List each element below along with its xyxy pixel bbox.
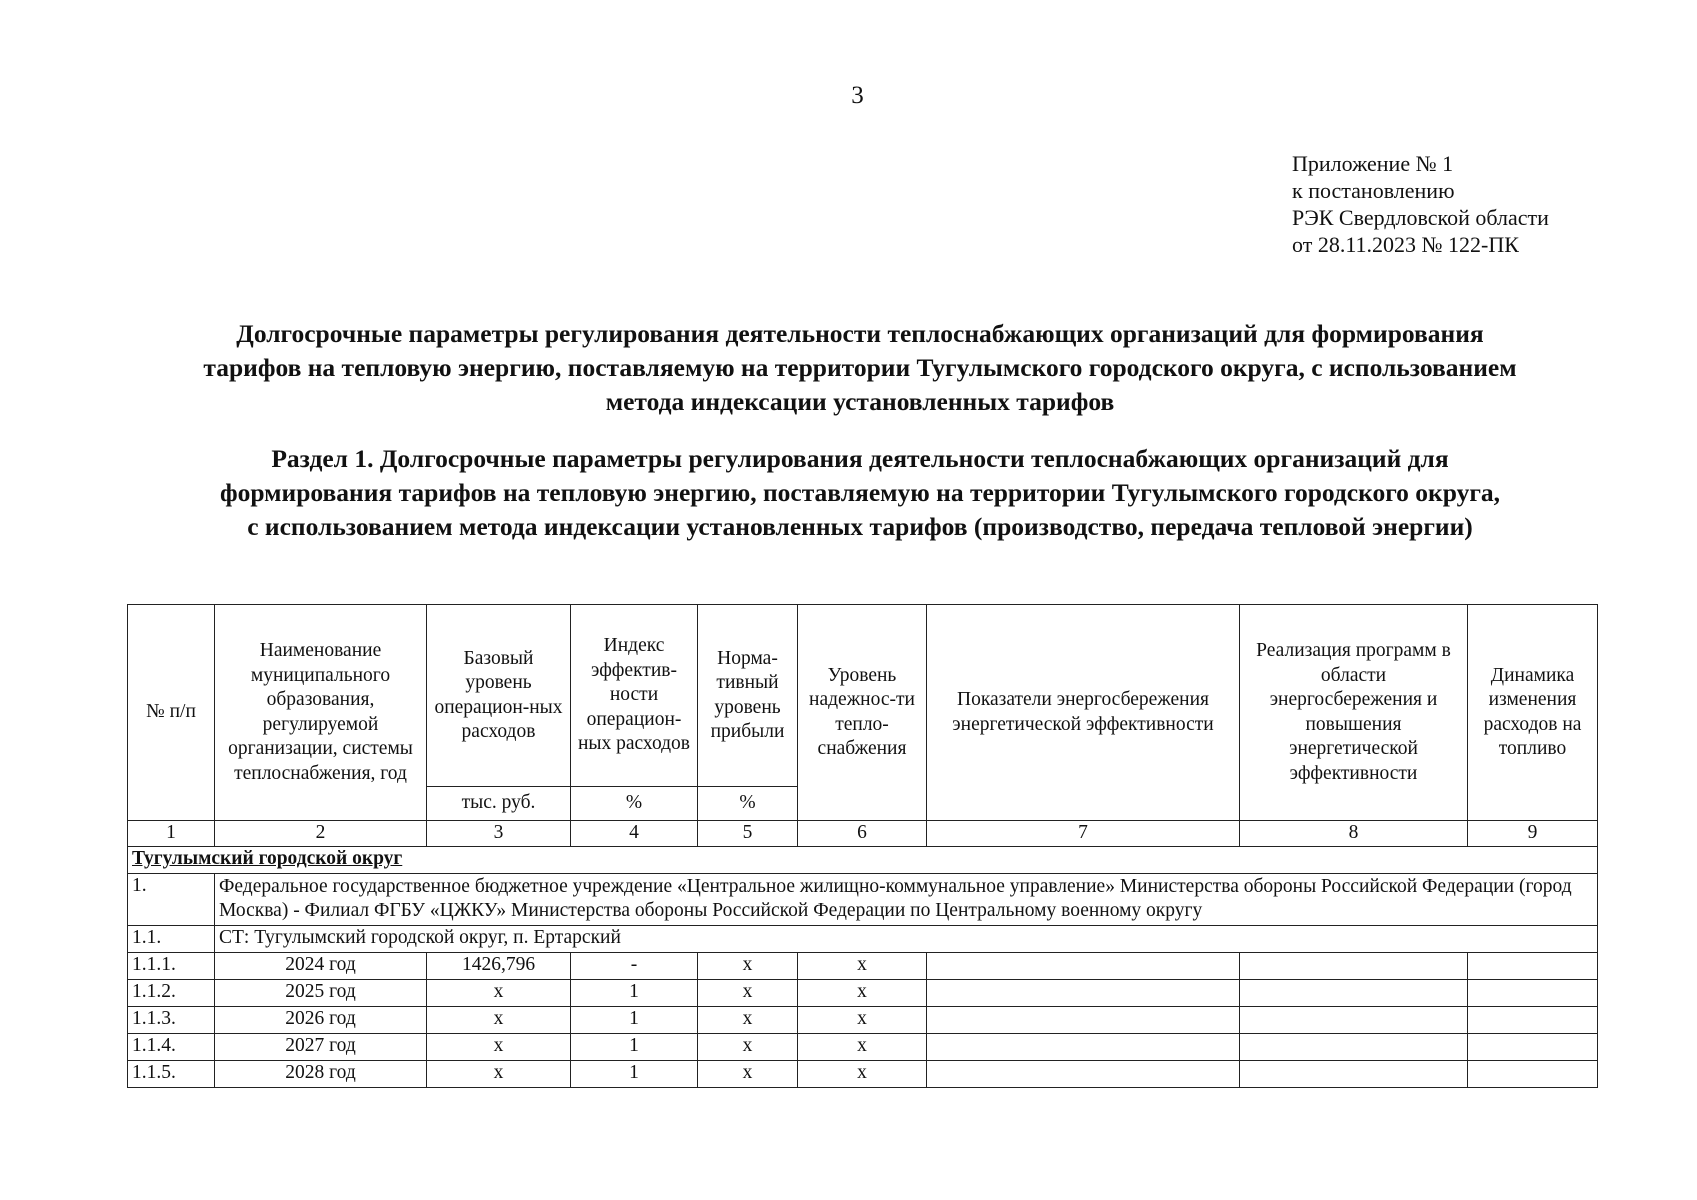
row-profit-level: x — [698, 1060, 798, 1087]
row-energy-saving — [927, 1006, 1240, 1033]
row-efficiency-index: 1 — [571, 1060, 698, 1087]
column-number: 7 — [927, 821, 1240, 847]
unit-thousand-rub: тыс. руб. — [427, 787, 571, 821]
row-base-opex: x — [427, 1060, 571, 1087]
table-row — [128, 1006, 1598, 1033]
section-title-line: с использованием метода индексации установленных тарифов (производство, передача тепловой энергии) — [247, 512, 1473, 541]
row-num: 1.1.3. — [128, 1006, 215, 1033]
row-efficiency-index: 1 — [571, 979, 698, 1006]
row-year: 2026 год — [215, 1006, 427, 1033]
header-programs: Реализация программ в области энергосбережения и повышения энергетической эффективности — [1240, 605, 1468, 821]
row-energy-saving — [927, 952, 1240, 979]
document-title — [110, 317, 1610, 419]
column-number: 1 — [128, 821, 215, 847]
row-year: 2028 год — [215, 1060, 427, 1087]
page-number: 3 — [851, 82, 864, 109]
header-num: № п/п — [128, 605, 215, 821]
unit-percent: % — [698, 787, 798, 821]
appendix-block — [1292, 150, 1549, 258]
table-row — [128, 1060, 1598, 1087]
table-row — [128, 979, 1598, 1006]
row-year: 2024 год — [215, 952, 427, 979]
row-energy-saving — [927, 1033, 1240, 1060]
row-year: 2027 год — [215, 1033, 427, 1060]
header-efficiency-index: Индекс эффектив-ности операцион-ных расходов — [571, 605, 698, 787]
row-programs — [1240, 979, 1468, 1006]
appendix-line: от 28.11.2023 № 122-ПК — [1292, 232, 1519, 257]
region-row: Тугулымский городской округ — [128, 846, 1598, 873]
header-energy-saving: Показатели энергосбережения энергетической эффективности — [927, 605, 1240, 821]
header-fuel-dynamics: Динамика изменения расходов на топливо — [1468, 605, 1598, 821]
row-programs — [1240, 1033, 1468, 1060]
row-num: 1.1.1. — [128, 952, 215, 979]
row-profit-level: x — [698, 979, 798, 1006]
row-efficiency-index: 1 — [571, 1006, 698, 1033]
row-num: 1.1.5. — [128, 1060, 215, 1087]
row-fuel-dynamics — [1468, 1033, 1598, 1060]
column-number: 3 — [427, 821, 571, 847]
appendix-line: к постановлению — [1292, 178, 1455, 203]
column-number: 2 — [215, 821, 427, 847]
row-num: 1.1.4. — [128, 1033, 215, 1060]
title-line: тарифов на тепловую энергию, поставляемую на территории Тугулымского городского округа, с использованием — [203, 353, 1517, 382]
appendix-line: Приложение № 1 — [1292, 151, 1454, 176]
unit-percent: % — [571, 787, 698, 821]
row-reliability: x — [798, 979, 927, 1006]
header-name: Наименование муниципального образования, регулируемой организации, системы теплоснабжения, год — [215, 605, 427, 821]
column-number: 4 — [571, 821, 698, 847]
system-name: СТ: Тугулымский городской округ, п. Ертарский — [215, 925, 1598, 952]
row-reliability: x — [798, 952, 927, 979]
parameters-table — [127, 604, 1598, 1088]
row-profit-level: x — [698, 952, 798, 979]
column-number: 5 — [698, 821, 798, 847]
row-fuel-dynamics — [1468, 979, 1598, 1006]
org-num: 1. — [128, 873, 215, 925]
row-programs — [1240, 1060, 1468, 1087]
row-efficiency-index: 1 — [571, 1033, 698, 1060]
system-num: 1.1. — [128, 925, 215, 952]
row-base-opex: x — [427, 1033, 571, 1060]
row-reliability: x — [798, 1006, 927, 1033]
row-base-opex: x — [427, 979, 571, 1006]
section-title-line: формирования тарифов на тепловую энергию, поставляемую на территории Тугулымского городского округа, — [219, 478, 1501, 507]
row-base-opex: x — [427, 1006, 571, 1033]
row-programs — [1240, 1006, 1468, 1033]
column-number: 6 — [798, 821, 927, 847]
appendix-line: РЭК Свердловской области — [1292, 205, 1549, 230]
table-row — [128, 952, 1598, 979]
title-line: метода индексации установленных тарифов — [605, 387, 1115, 416]
row-programs — [1240, 952, 1468, 979]
row-base-opex: 1426,796 — [427, 952, 571, 979]
row-efficiency-index: - — [571, 952, 698, 979]
row-fuel-dynamics — [1468, 952, 1598, 979]
row-energy-saving — [927, 1060, 1240, 1087]
section-title — [110, 442, 1610, 544]
row-year: 2025 год — [215, 979, 427, 1006]
section-title-line: Раздел 1. Долгосрочные параметры регулирования деятельности теплоснабжающих организаций для — [271, 444, 1449, 473]
row-profit-level: x — [698, 1033, 798, 1060]
row-fuel-dynamics — [1468, 1006, 1598, 1033]
table-row — [128, 1033, 1598, 1060]
header-profit-level: Норма-тивный уровень прибыли — [698, 605, 798, 787]
title-line: Долгосрочные параметры регулирования деятельности теплоснабжающих организаций для формирования — [236, 319, 1484, 348]
row-num: 1.1.2. — [128, 979, 215, 1006]
row-reliability: x — [798, 1060, 927, 1087]
column-number: 9 — [1468, 821, 1598, 847]
row-fuel-dynamics — [1468, 1060, 1598, 1087]
row-reliability: x — [798, 1033, 927, 1060]
column-number: 8 — [1240, 821, 1468, 847]
header-base-opex: Базовый уровень операцион-ных расходов — [427, 605, 571, 787]
row-energy-saving — [927, 979, 1240, 1006]
header-reliability: Уровень надежнос-ти тепло-снабжения — [798, 605, 927, 821]
org-name: Федеральное государственное бюджетное учреждение «Центральное жилищно-коммунальное управление» Министерства обороны Российской Федерации (город Москва) - Филиал ФГБУ «ЦЖКУ» Министерства обороны Российской Федерации по Центральному военному округу — [215, 873, 1598, 925]
row-profit-level: x — [698, 1006, 798, 1033]
